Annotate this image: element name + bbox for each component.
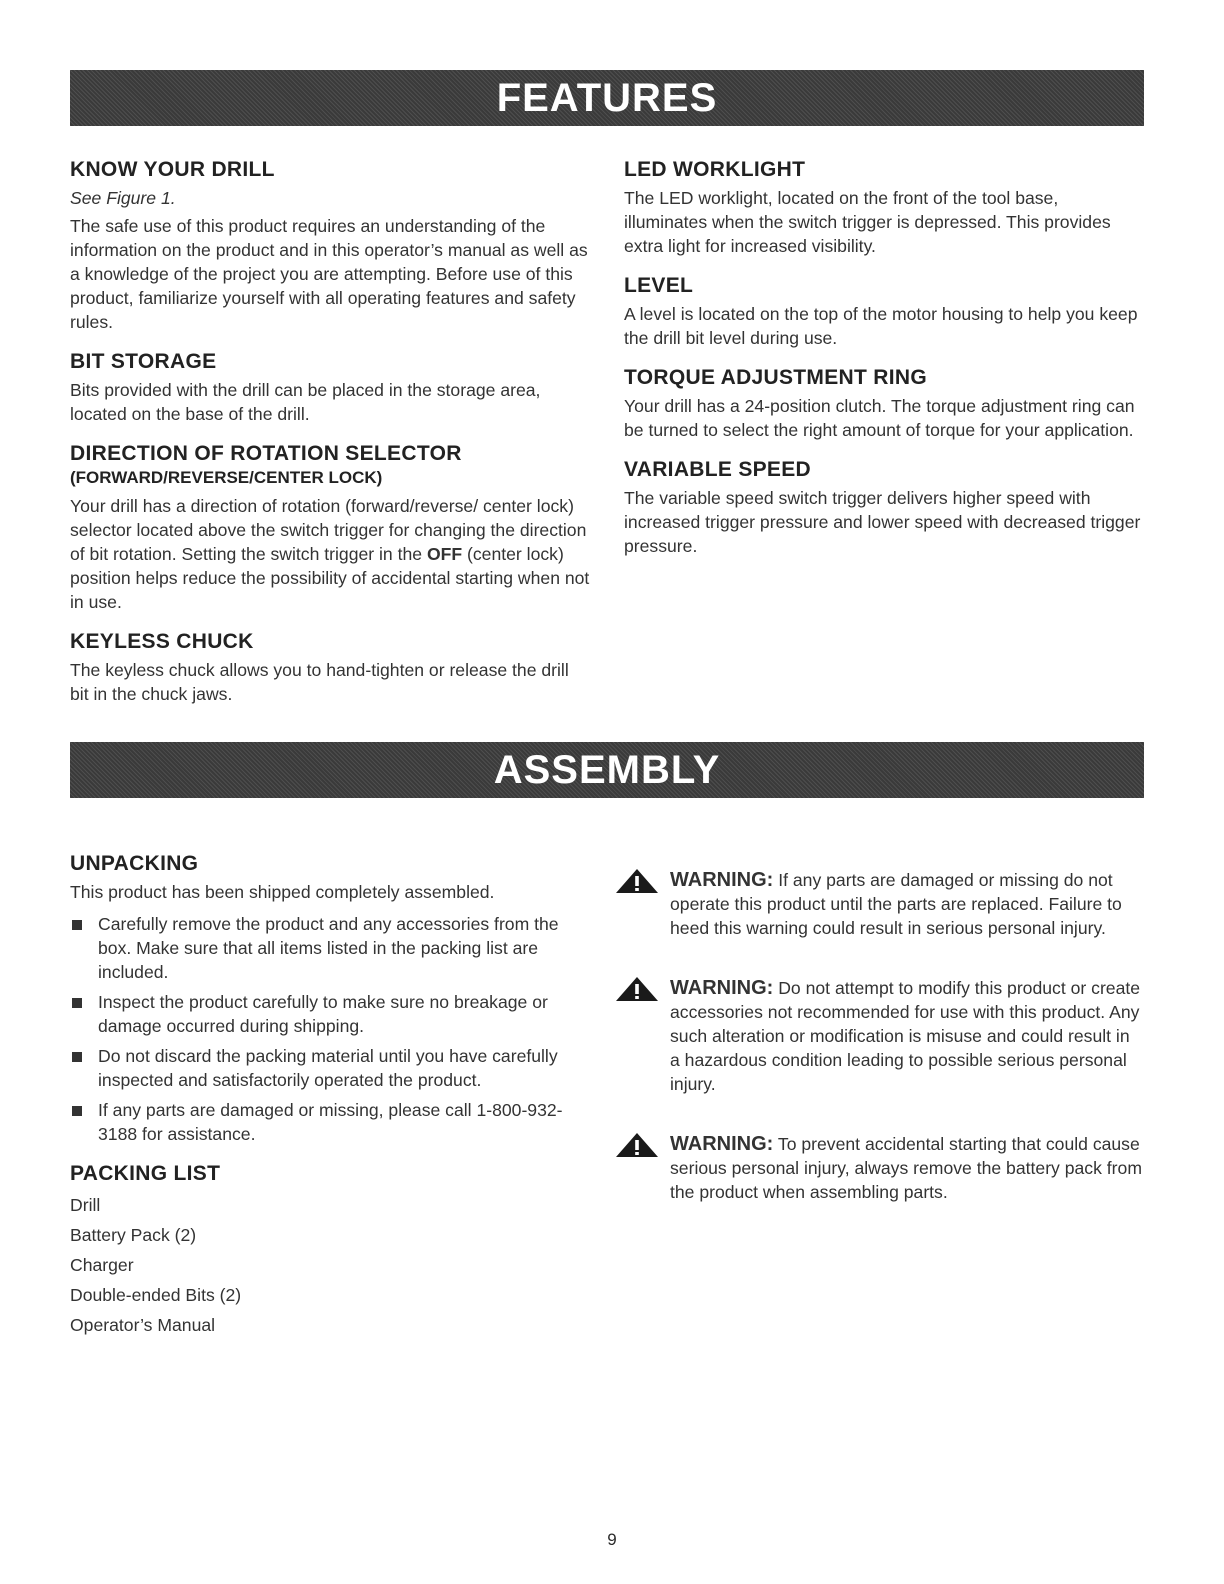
warning-label: WARNING: bbox=[670, 869, 774, 891]
warning-triangle-icon bbox=[614, 976, 660, 1002]
see-figure-note: See Figure 1. bbox=[70, 188, 176, 208]
warning-block bbox=[614, 976, 1144, 1096]
features-right-column bbox=[624, 158, 1144, 574]
list-item: If any parts are damaged or missing, please call 1-800-932-3188 for assistance. bbox=[70, 1098, 590, 1146]
assembly-banner bbox=[70, 742, 1144, 798]
warning-block bbox=[614, 1132, 1144, 1204]
page-number: 9 bbox=[607, 1530, 617, 1549]
keyless-chuck-heading: KEYLESS CHUCK bbox=[70, 630, 254, 653]
know-your-drill-heading: KNOW YOUR DRILL bbox=[70, 158, 275, 181]
direction-selector-subheading: (FORWARD/REVERSE/CENTER LOCK) bbox=[70, 468, 383, 487]
features-banner bbox=[70, 70, 1144, 126]
torque-ring-heading: TORQUE ADJUSTMENT RING bbox=[624, 366, 927, 389]
led-worklight-body: The LED worklight, located on the front of the tool base, illuminates when the switch trigger is depressed. This provides extra light for increased visibility. bbox=[624, 188, 1111, 256]
warning-label: WARNING: bbox=[670, 1133, 774, 1155]
off-keyword: OFF bbox=[426, 544, 463, 564]
warning-label: WARNING: bbox=[670, 977, 774, 999]
keyless-chuck-body: The keyless chuck allows you to hand-tighten or release the drill bit in the chuck jaws. bbox=[70, 660, 569, 704]
warning-block bbox=[614, 868, 1144, 940]
assembly-banner-title: ASSEMBLY bbox=[493, 747, 721, 792]
list-item: Carefully remove the product and any accessories from the box. Make sure that all items listed in the packing list are included. bbox=[70, 912, 590, 984]
warning-triangle-icon bbox=[614, 1132, 660, 1158]
packing-list-heading: PACKING LIST bbox=[70, 1162, 221, 1185]
direction-selector-body: Your drill has a direction of rotation (forward/reverse/ center lock) selector located above the switch trigger for changing the direction of bit rotation. Setting the switch trigger in the OFF (center lock) position helps reduce the possibility of accidental starting when not in use. bbox=[70, 496, 590, 612]
assembly-right-column bbox=[614, 868, 1144, 1240]
level-heading: LEVEL bbox=[624, 274, 694, 297]
list-item: Battery Pack (2) bbox=[70, 1225, 197, 1245]
warning-text: WARNING: To prevent accidental starting that could cause serious personal injury, always remove the battery pack from the product when assembling parts. bbox=[670, 1133, 1142, 1202]
level-body: A level is located on the top of the motor housing to help you keep the drill bit level during use. bbox=[624, 304, 1138, 348]
unpacking-list bbox=[70, 912, 590, 1146]
unpacking-intro: This product has been shipped completely assembled. bbox=[70, 882, 495, 902]
variable-speed-heading: VARIABLE SPEED bbox=[624, 458, 812, 481]
torque-ring-body: Your drill has a 24-position clutch. The torque adjustment ring can be turned to select the right amount of torque for your application. bbox=[624, 396, 1135, 440]
features-left-column bbox=[70, 158, 590, 722]
warning-triangle-icon bbox=[614, 868, 660, 894]
assembly-left-column bbox=[70, 852, 590, 1340]
list-item: Do not discard the packing material until you have carefully inspected and satisfactorily operated the product. bbox=[70, 1044, 590, 1092]
direction-selector-heading: DIRECTION OF ROTATION SELECTOR bbox=[70, 442, 462, 465]
warning-text: WARNING: If any parts are damaged or missing do not operate this product until the parts are replaced. Failure to heed this warning could result in serious personal injury. bbox=[670, 869, 1122, 938]
bit-storage-heading: BIT STORAGE bbox=[70, 350, 217, 373]
list-item: Drill bbox=[70, 1195, 101, 1215]
list-item: Charger bbox=[70, 1255, 134, 1275]
led-worklight-heading: LED WORKLIGHT bbox=[624, 158, 806, 181]
warning-text: WARNING: Do not attempt to modify this product or create accessories not recommended for use with this product. Any such alteration or modification is misuse and could result in a hazardous condition leading to possible serious personal injury. bbox=[670, 977, 1141, 1094]
bit-storage-body: Bits provided with the drill can be placed in the storage area, located on the base of the drill. bbox=[70, 380, 541, 424]
features-banner-title: FEATURES bbox=[496, 75, 718, 120]
list-item: Double-ended Bits (2) bbox=[70, 1285, 242, 1305]
packing-list bbox=[70, 1190, 590, 1340]
know-your-drill-body: The safe use of this product requires an understanding of the information on the product and in this operator’s manual as well as a knowledge of the project you are attempting. Before use of this product, familiarize yourself with all operating features and safety rules. bbox=[70, 216, 588, 332]
variable-speed-body: The variable speed switch trigger delivers higher speed with increased trigger pressure and lower speed with decreased trigger pressure. bbox=[624, 488, 1141, 556]
list-item: Inspect the product carefully to make sure no breakage or damage occurred during shipping. bbox=[70, 990, 590, 1038]
list-item: Operator’s Manual bbox=[70, 1315, 216, 1335]
unpacking-heading: UNPACKING bbox=[70, 852, 199, 875]
